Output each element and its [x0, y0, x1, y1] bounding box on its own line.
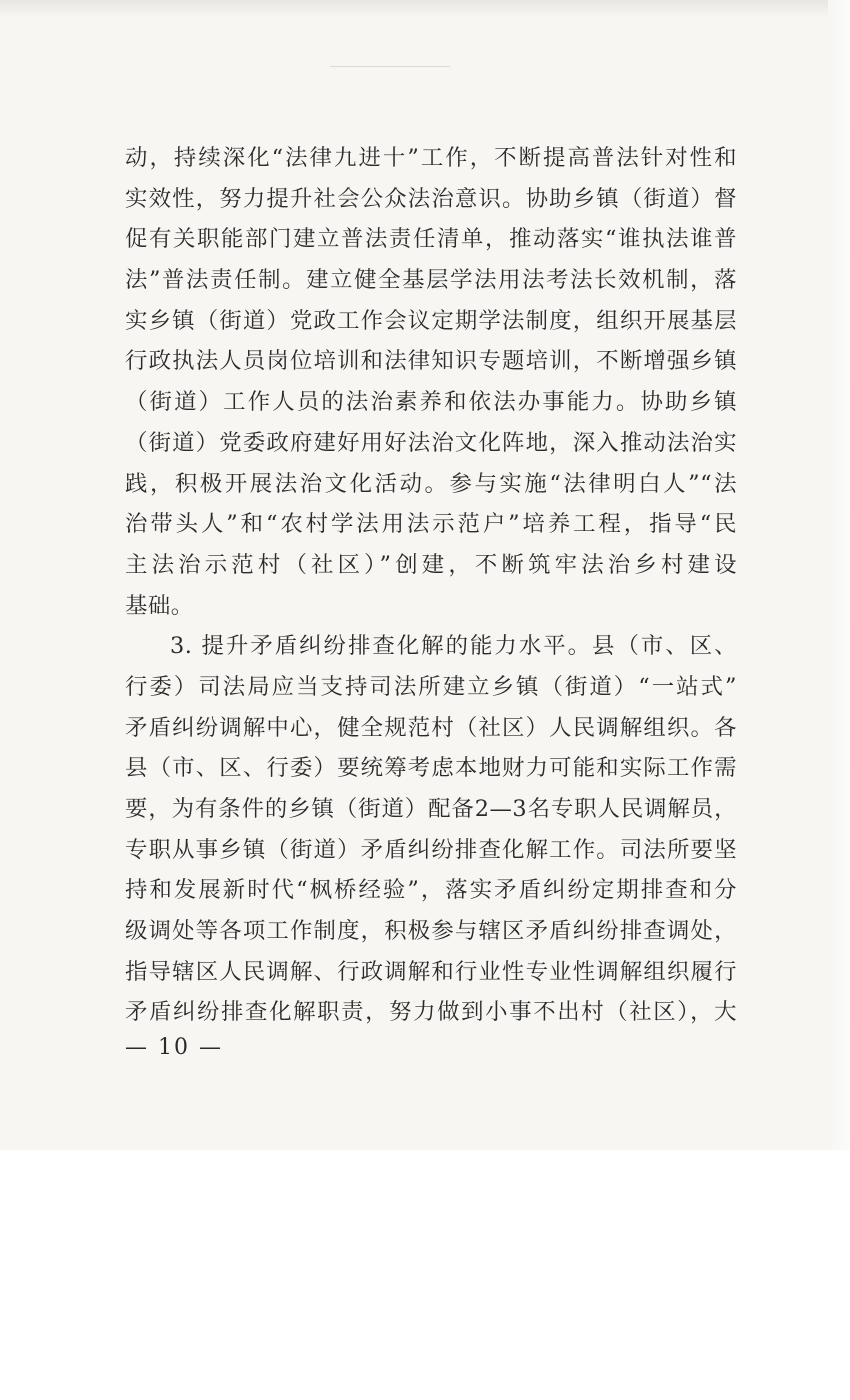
page-number: — 10 — — [125, 1035, 223, 1060]
text-line: 治带头人”和“农村学法用法示范户”培养工程，指导“民 — [125, 511, 737, 538]
scan-top-edge — [0, 0, 850, 18]
text-line: 县（市、区、行委）要统筹考虑本地财力可能和实际工作需 — [125, 755, 737, 782]
text-line: 动，持续深化“法律九进十”工作，不断提高普法针对性和 — [125, 145, 737, 171]
text-line: 指导辖区人民调解、行政调解和行业性专业性调解组织履行 — [125, 958, 737, 985]
text-line: 行委）司法局应当支持司法所建立乡镇（街道）“一站式” — [125, 673, 737, 700]
text-line: （街道）工作人员的法治素养和依法办事能力。协助乡镇 — [125, 389, 737, 416]
text-line: （街道）党委政府建好用好法治文化阵地，深入推动法治实 — [125, 429, 737, 456]
faint-header-mark — [330, 66, 450, 73]
text-line: 实乡镇（街道）党政工作会议定期学法制度，组织开展基层 — [125, 307, 737, 334]
text-line: 要，为有条件的乡镇（街道）配备2—3名专职人民调解员， — [125, 796, 737, 822]
text-line: 基础。 — [125, 592, 194, 619]
text-line: 法”普法责任制。建立健全基层学法用法考法长效机制，落 — [125, 267, 737, 294]
text-line: 主法治示范村（社区）”创建，不断筑牢法治乡村建设 — [125, 551, 737, 578]
text-line: 持和发展新时代“枫桥经验”，落实矛盾纠纷定期排查和分 — [125, 877, 737, 904]
text-line: 践，积极开展法治文化活动。参与实施“法律明白人”“法 — [125, 470, 737, 497]
text-line: 专职从事乡镇（街道）矛盾纠纷排查化解工作。司法所要坚 — [125, 836, 737, 863]
text-line: 矛盾纠纷调解中心，健全规范村（社区）人民调解组织。各 — [125, 714, 737, 741]
text-line: 级调处等各项工作制度，积极参与辖区矛盾纠纷排查调处， — [125, 918, 737, 945]
document-body — [125, 138, 737, 1033]
scan-right-edge — [828, 0, 850, 1150]
text-line: 矛盾纠纷排查化解职责，努力做到小事不出村（社区），大 — [125, 999, 737, 1026]
text-line: 实效性，努力提升社会公众法治意识。协助乡镇（街道）督 — [125, 185, 737, 212]
section-heading-line: 3. 提升矛盾纠纷排查化解的能力水平。县（市、区、 — [170, 633, 737, 660]
text-line: 行政执法人员岗位培训和法律知识专题培训，不断增强乡镇 — [125, 348, 737, 375]
text-line: 促有关职能部门建立普法责任清单，推动落实“谁执法谁普 — [125, 226, 737, 253]
